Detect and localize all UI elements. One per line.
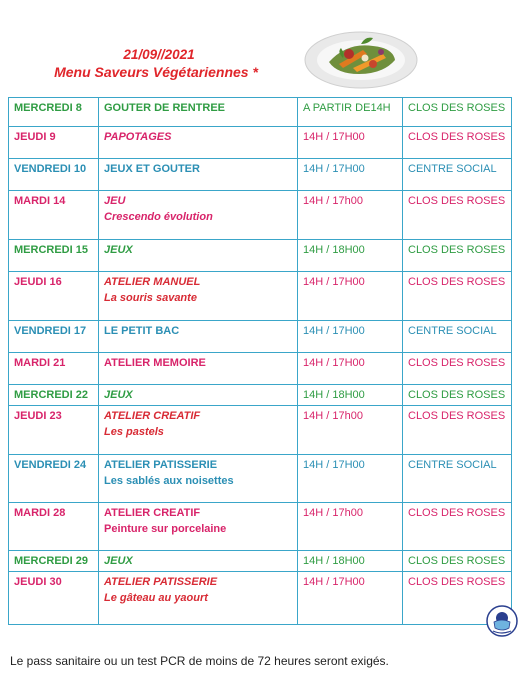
table-row <box>9 455 512 503</box>
activity-title: JEUX <box>104 555 133 567</box>
time-cell: 14H / 18H00 <box>298 551 403 572</box>
activity-title: ATELIER PATISSERIE <box>104 576 218 588</box>
activity-title: ATELIER MEMOIRE <box>104 357 206 369</box>
activity-cell <box>99 551 298 572</box>
day-cell: MARDI 28 <box>9 503 99 551</box>
face-mask-icon <box>486 604 518 638</box>
day-cell: MARDI 14 <box>9 191 99 240</box>
time-cell: 14H / 17h00 <box>298 191 403 240</box>
place-cell: CENTRE SOCIAL <box>403 159 512 191</box>
day-cell: JEUDI 30 <box>9 572 99 625</box>
place-cell: CLOS DES ROSES <box>403 127 512 159</box>
activity-title: JEUX <box>104 389 133 401</box>
vegetable-dish-image <box>303 24 419 92</box>
activity-subtitle: Les pastels <box>104 426 164 438</box>
time-cell: 14H / 17H00 <box>298 127 403 159</box>
activity-cell <box>99 406 298 455</box>
date-label: 21/09//2021 <box>123 47 195 62</box>
activity-title: ATELIER CREATIF <box>104 410 201 422</box>
activity-cell <box>99 240 298 272</box>
time-cell: 14H / 17H00 <box>298 321 403 353</box>
day-cell: VENDREDI 10 <box>9 159 99 191</box>
activity-cell <box>99 272 298 321</box>
activity-title: ATELIER PATISSERIE <box>104 459 218 471</box>
activity-cell <box>99 191 298 240</box>
place-cell: CENTRE SOCIAL <box>403 321 512 353</box>
time-cell: 14H / 18H00 <box>298 385 403 406</box>
activity-title: GOUTER DE RENTREE <box>104 102 226 114</box>
activity-subtitle: Peinture sur porcelaine <box>104 523 227 535</box>
table-row <box>9 572 512 625</box>
day-cell: MERCREDI 8 <box>9 98 99 127</box>
table-row <box>9 406 512 455</box>
day-cell: VENDREDI 24 <box>9 455 99 503</box>
place-cell: CLOS DES ROSES <box>403 385 512 406</box>
table-row <box>9 98 512 127</box>
time-cell: 14H / 17h00 <box>298 406 403 455</box>
activity-title: LE PETIT BAC <box>104 325 180 337</box>
table-row <box>9 272 512 321</box>
activity-cell <box>99 321 298 353</box>
table-row <box>9 551 512 572</box>
activity-cell <box>99 127 298 159</box>
activity-title: JEUX <box>104 244 133 256</box>
activity-cell <box>99 503 298 551</box>
schedule-table <box>8 97 512 625</box>
activity-cell <box>99 159 298 191</box>
time-cell: 14H / 17H00 <box>298 272 403 321</box>
header <box>0 46 300 81</box>
place-cell: CLOS DES ROSES <box>403 353 512 385</box>
table-row <box>9 385 512 406</box>
day-cell: MERCREDI 15 <box>9 240 99 272</box>
day-cell: MERCREDI 29 <box>9 551 99 572</box>
table-row <box>9 353 512 385</box>
day-cell: JEUDI 23 <box>9 406 99 455</box>
place-cell: CLOS DES ROSES <box>403 551 512 572</box>
table-row <box>9 159 512 191</box>
day-cell: JEUDI 16 <box>9 272 99 321</box>
activity-title: ATELIER CREATIF <box>104 507 201 519</box>
day-cell: MERCREDI 22 <box>9 385 99 406</box>
place-cell: CLOS DES ROSES <box>403 191 512 240</box>
time-cell: 14H / 17H00 <box>298 159 403 191</box>
activity-title: JEU <box>104 195 126 207</box>
activity-cell <box>99 385 298 406</box>
time-cell: 14H / 17h00 <box>298 503 403 551</box>
time-cell: 14H / 18H00 <box>298 240 403 272</box>
day-cell: VENDREDI 17 <box>9 321 99 353</box>
activity-cell <box>99 572 298 625</box>
menu-title: Menu Saveurs Végétariennes * <box>54 64 258 80</box>
table-row <box>9 127 512 159</box>
activity-subtitle: Le gâteau au yaourt <box>104 592 208 604</box>
activity-cell <box>99 98 298 127</box>
activity-title: JEUX ET GOUTER <box>104 163 200 175</box>
place-cell: CLOS DES ROSES <box>403 503 512 551</box>
place-cell: CLOS DES ROSES <box>403 272 512 321</box>
activity-cell <box>99 353 298 385</box>
time-cell: A PARTIR DE14H <box>298 98 403 127</box>
time-cell: 14H / 17H00 <box>298 455 403 503</box>
time-cell: 14H / 17H00 <box>298 353 403 385</box>
activity-title: PAPOTAGES <box>104 131 172 143</box>
place-cell: CLOS DES ROSES <box>403 572 512 625</box>
place-cell: CENTRE SOCIAL <box>403 455 512 503</box>
activity-cell <box>99 455 298 503</box>
place-cell: CLOS DES ROSES <box>403 406 512 455</box>
activity-subtitle: La souris savante <box>104 292 197 304</box>
activity-title: ATELIER MANUEL <box>104 276 201 288</box>
table-row <box>9 240 512 272</box>
table-row <box>9 503 512 551</box>
place-cell: CLOS DES ROSES <box>403 240 512 272</box>
activity-subtitle: Crescendo évolution <box>104 211 213 223</box>
table-row <box>9 191 512 240</box>
day-cell: JEUDI 9 <box>9 127 99 159</box>
footer-note: Le pass sanitaire ou un test PCR de moins de 72 heures seront exigés. <box>10 654 389 668</box>
activity-subtitle: Les sablés aux noisettes <box>104 475 234 487</box>
place-cell: CLOS DES ROSES <box>403 98 512 127</box>
table-row <box>9 321 512 353</box>
time-cell: 14H / 17H00 <box>298 572 403 625</box>
day-cell: MARDI 21 <box>9 353 99 385</box>
